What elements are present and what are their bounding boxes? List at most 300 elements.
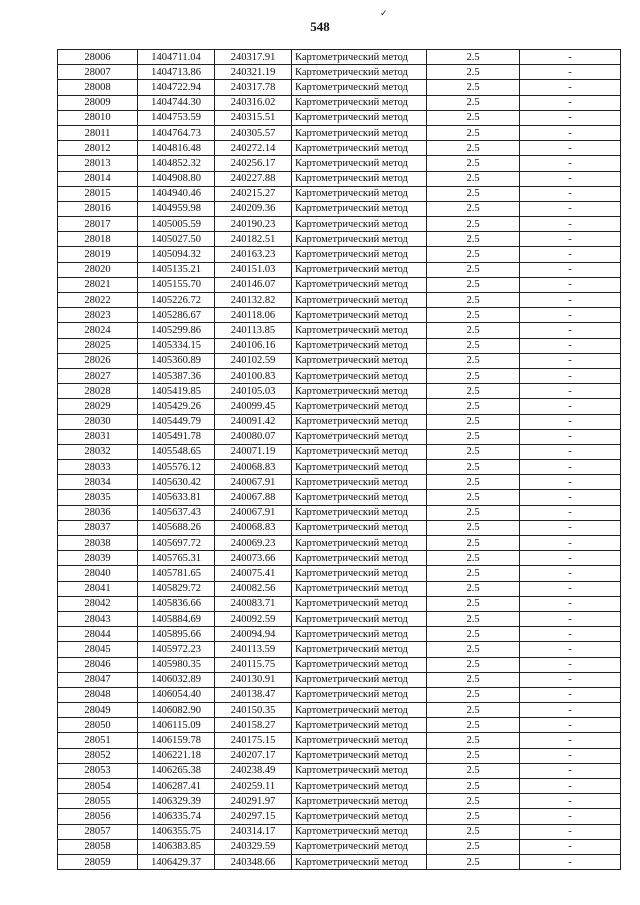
method-cell: Картометрический метод: [292, 399, 427, 414]
method-cell: Картометрический метод: [292, 475, 427, 490]
precision-cell: 2.5: [427, 460, 520, 475]
precision-cell: 2.5: [427, 444, 520, 459]
precision-cell: 2.5: [427, 627, 520, 642]
x-coordinate-cell: 1405688.26: [138, 520, 215, 535]
table-row: [58, 141, 621, 156]
note-cell: -: [520, 232, 621, 247]
table-row: [58, 186, 621, 201]
note-cell: -: [520, 141, 621, 156]
note-cell: -: [520, 460, 621, 475]
table-row: [58, 171, 621, 186]
note-cell: -: [520, 596, 621, 611]
note-cell: -: [520, 809, 621, 824]
precision-cell: 2.5: [427, 247, 520, 262]
table-row: [58, 368, 621, 383]
y-coordinate-cell: 240190.23: [215, 217, 292, 232]
note-cell: -: [520, 156, 621, 171]
note-cell: -: [520, 566, 621, 581]
x-coordinate-cell: 1405286.67: [138, 308, 215, 323]
note-cell: -: [520, 627, 621, 642]
precision-cell: 2.5: [427, 368, 520, 383]
precision-cell: 2.5: [427, 277, 520, 292]
table-row: [58, 399, 621, 414]
method-cell: Картометрический метод: [292, 839, 427, 854]
point-id-cell: 28047: [58, 672, 138, 687]
point-id-cell: 28034: [58, 475, 138, 490]
note-cell: -: [520, 353, 621, 368]
x-coordinate-cell: 1405633.81: [138, 490, 215, 505]
precision-cell: 2.5: [427, 824, 520, 839]
table-row: [58, 217, 621, 232]
x-coordinate-cell: 1405765.31: [138, 551, 215, 566]
y-coordinate-cell: 240305.57: [215, 125, 292, 140]
table-row: [58, 657, 621, 672]
point-id-cell: 28017: [58, 217, 138, 232]
note-cell: -: [520, 308, 621, 323]
precision-cell: 2.5: [427, 490, 520, 505]
y-coordinate-cell: 240317.78: [215, 80, 292, 95]
point-id-cell: 28039: [58, 551, 138, 566]
x-coordinate-cell: 1405637.43: [138, 505, 215, 520]
x-coordinate-cell: 1405429.26: [138, 399, 215, 414]
x-coordinate-cell: 1405387.36: [138, 368, 215, 383]
x-coordinate-cell: 1404753.59: [138, 110, 215, 125]
table-row: [58, 642, 621, 657]
note-cell: -: [520, 794, 621, 809]
method-cell: Картометрический метод: [292, 794, 427, 809]
method-cell: Картометрический метод: [292, 110, 427, 125]
precision-cell: 2.5: [427, 171, 520, 186]
point-id-cell: 28012: [58, 141, 138, 156]
table-row: [58, 779, 621, 794]
method-cell: Картометрический метод: [292, 581, 427, 596]
note-cell: -: [520, 399, 621, 414]
precision-cell: 2.5: [427, 642, 520, 657]
method-cell: Картометрический метод: [292, 490, 427, 505]
note-cell: -: [520, 687, 621, 702]
precision-cell: 2.5: [427, 839, 520, 854]
precision-cell: 2.5: [427, 232, 520, 247]
table-row: [58, 293, 621, 308]
method-cell: Картометрический метод: [292, 186, 427, 201]
x-coordinate-cell: 1405972.23: [138, 642, 215, 657]
point-id-cell: 28009: [58, 95, 138, 110]
method-cell: Картометрический метод: [292, 414, 427, 429]
y-coordinate-cell: 240069.23: [215, 536, 292, 551]
precision-cell: 2.5: [427, 733, 520, 748]
table-row: [58, 444, 621, 459]
point-id-cell: 28024: [58, 323, 138, 338]
x-coordinate-cell: 1404764.73: [138, 125, 215, 140]
method-cell: Картометрический метод: [292, 171, 427, 186]
table-row: [58, 232, 621, 247]
x-coordinate-cell: 1406054.40: [138, 687, 215, 702]
page-number: 548: [310, 19, 330, 34]
precision-cell: 2.5: [427, 414, 520, 429]
precision-cell: 2.5: [427, 611, 520, 626]
y-coordinate-cell: 240297.15: [215, 809, 292, 824]
y-coordinate-cell: 240106.16: [215, 338, 292, 353]
point-id-cell: 28010: [58, 110, 138, 125]
table-row: [58, 156, 621, 171]
point-id-cell: 28049: [58, 703, 138, 718]
table-row: [58, 566, 621, 581]
x-coordinate-cell: 1405449.79: [138, 414, 215, 429]
table-row: [58, 718, 621, 733]
x-coordinate-cell: 1405135.21: [138, 262, 215, 277]
note-cell: -: [520, 384, 621, 399]
x-coordinate-cell: 1404816.48: [138, 141, 215, 156]
precision-cell: 2.5: [427, 50, 520, 65]
table-row: [58, 763, 621, 778]
point-id-cell: 28006: [58, 50, 138, 65]
point-id-cell: 28032: [58, 444, 138, 459]
y-coordinate-cell: 240113.85: [215, 323, 292, 338]
x-coordinate-cell: 1405299.86: [138, 323, 215, 338]
y-coordinate-cell: 240067.88: [215, 490, 292, 505]
y-coordinate-cell: 240150.35: [215, 703, 292, 718]
note-cell: -: [520, 551, 621, 566]
point-id-cell: 28046: [58, 657, 138, 672]
table-row: [58, 475, 621, 490]
x-coordinate-cell: 1406082.90: [138, 703, 215, 718]
point-id-cell: 28059: [58, 854, 138, 869]
precision-cell: 2.5: [427, 703, 520, 718]
point-id-cell: 28057: [58, 824, 138, 839]
precision-cell: 2.5: [427, 566, 520, 581]
table-row: [58, 581, 621, 596]
x-coordinate-cell: 1404959.98: [138, 201, 215, 216]
method-cell: Картометрический метод: [292, 444, 427, 459]
point-id-cell: 28030: [58, 414, 138, 429]
x-coordinate-cell: 1405836.66: [138, 596, 215, 611]
y-coordinate-cell: 240130.91: [215, 672, 292, 687]
table-row: [58, 687, 621, 702]
point-id-cell: 28027: [58, 368, 138, 383]
method-cell: Картометрический метод: [292, 353, 427, 368]
point-id-cell: 28026: [58, 353, 138, 368]
method-cell: Картометрический метод: [292, 779, 427, 794]
note-cell: -: [520, 262, 621, 277]
point-id-cell: 28028: [58, 384, 138, 399]
table-row: [58, 520, 621, 535]
precision-cell: 2.5: [427, 551, 520, 566]
method-cell: Картометрический метод: [292, 505, 427, 520]
table-row: [58, 125, 621, 140]
note-cell: -: [520, 839, 621, 854]
point-id-cell: 28038: [58, 536, 138, 551]
method-cell: Картометрический метод: [292, 277, 427, 292]
table-row: [58, 505, 621, 520]
method-cell: Картометрический метод: [292, 80, 427, 95]
method-cell: Картометрический метод: [292, 247, 427, 262]
table-row: [58, 824, 621, 839]
table-row: [58, 551, 621, 566]
y-coordinate-cell: 240115.75: [215, 657, 292, 672]
precision-cell: 2.5: [427, 262, 520, 277]
precision-cell: 2.5: [427, 520, 520, 535]
x-coordinate-cell: 1406335.74: [138, 809, 215, 824]
precision-cell: 2.5: [427, 308, 520, 323]
method-cell: Картометрический метод: [292, 809, 427, 824]
method-cell: Картометрический метод: [292, 429, 427, 444]
table-row: [58, 794, 621, 809]
note-cell: -: [520, 323, 621, 338]
table-row: [58, 262, 621, 277]
note-cell: -: [520, 520, 621, 535]
precision-cell: 2.5: [427, 95, 520, 110]
point-id-cell: 28029: [58, 399, 138, 414]
precision-cell: 2.5: [427, 854, 520, 869]
y-coordinate-cell: 240082.56: [215, 581, 292, 596]
x-coordinate-cell: 1404940.46: [138, 186, 215, 201]
point-id-cell: 28007: [58, 65, 138, 80]
y-coordinate-cell: 240083.71: [215, 596, 292, 611]
method-cell: Картометрический метод: [292, 642, 427, 657]
note-cell: -: [520, 414, 621, 429]
note-cell: -: [520, 824, 621, 839]
precision-cell: 2.5: [427, 80, 520, 95]
method-cell: Картометрический метод: [292, 65, 427, 80]
point-id-cell: 28025: [58, 338, 138, 353]
point-id-cell: 28015: [58, 186, 138, 201]
method-cell: Картометрический метод: [292, 141, 427, 156]
note-cell: -: [520, 779, 621, 794]
method-cell: Картометрический метод: [292, 596, 427, 611]
x-coordinate-cell: 1405094.32: [138, 247, 215, 262]
x-coordinate-cell: 1406265.38: [138, 763, 215, 778]
y-coordinate-cell: 240102.59: [215, 353, 292, 368]
precision-cell: 2.5: [427, 384, 520, 399]
method-cell: Картометрический метод: [292, 672, 427, 687]
precision-cell: 2.5: [427, 596, 520, 611]
table-row: [58, 247, 621, 262]
y-coordinate-cell: 240259.11: [215, 779, 292, 794]
table-row: [58, 277, 621, 292]
precision-cell: 2.5: [427, 399, 520, 414]
x-coordinate-cell: 1405334.15: [138, 338, 215, 353]
x-coordinate-cell: 1405005.59: [138, 217, 215, 232]
y-coordinate-cell: 240105.03: [215, 384, 292, 399]
table-row: [58, 338, 621, 353]
point-id-cell: 28013: [58, 156, 138, 171]
point-id-cell: 28055: [58, 794, 138, 809]
point-id-cell: 28058: [58, 839, 138, 854]
x-coordinate-cell: 1405829.72: [138, 581, 215, 596]
point-id-cell: 28050: [58, 718, 138, 733]
note-cell: -: [520, 80, 621, 95]
method-cell: Картометрический метод: [292, 763, 427, 778]
note-cell: -: [520, 293, 621, 308]
x-coordinate-cell: 1404852.32: [138, 156, 215, 171]
method-cell: Картометрический метод: [292, 384, 427, 399]
y-coordinate-cell: 240099.45: [215, 399, 292, 414]
table-row: [58, 65, 621, 80]
method-cell: Картометрический метод: [292, 368, 427, 383]
table-row: [58, 323, 621, 338]
note-cell: -: [520, 703, 621, 718]
y-coordinate-cell: 240067.91: [215, 475, 292, 490]
x-coordinate-cell: 1405027.50: [138, 232, 215, 247]
precision-cell: 2.5: [427, 794, 520, 809]
method-cell: Картометрический метод: [292, 217, 427, 232]
method-cell: Картометрический метод: [292, 748, 427, 763]
note-cell: -: [520, 65, 621, 80]
note-cell: -: [520, 444, 621, 459]
point-id-cell: 28053: [58, 763, 138, 778]
note-cell: -: [520, 854, 621, 869]
precision-cell: 2.5: [427, 581, 520, 596]
note-cell: -: [520, 475, 621, 490]
y-coordinate-cell: 240321.19: [215, 65, 292, 80]
y-coordinate-cell: 240132.82: [215, 293, 292, 308]
y-coordinate-cell: 240071.19: [215, 444, 292, 459]
precision-cell: 2.5: [427, 125, 520, 140]
table-body: [58, 50, 621, 870]
note-cell: -: [520, 733, 621, 748]
point-id-cell: 28031: [58, 429, 138, 444]
method-cell: Картометрический метод: [292, 703, 427, 718]
precision-cell: 2.5: [427, 110, 520, 125]
precision-cell: 2.5: [427, 65, 520, 80]
precision-cell: 2.5: [427, 293, 520, 308]
table-row: [58, 80, 621, 95]
coordinates-table: [57, 49, 621, 870]
y-coordinate-cell: 240215.27: [215, 186, 292, 201]
y-coordinate-cell: 240158.27: [215, 718, 292, 733]
note-cell: -: [520, 125, 621, 140]
y-coordinate-cell: 240317.91: [215, 50, 292, 65]
method-cell: Картометрический метод: [292, 50, 427, 65]
precision-cell: 2.5: [427, 475, 520, 490]
x-coordinate-cell: 1405155.70: [138, 277, 215, 292]
method-cell: Картометрический метод: [292, 611, 427, 626]
point-id-cell: 28021: [58, 277, 138, 292]
point-id-cell: 28041: [58, 581, 138, 596]
precision-cell: 2.5: [427, 672, 520, 687]
precision-cell: 2.5: [427, 353, 520, 368]
note-cell: -: [520, 657, 621, 672]
table-row: [58, 809, 621, 824]
y-coordinate-cell: 240207.17: [215, 748, 292, 763]
precision-cell: 2.5: [427, 809, 520, 824]
precision-cell: 2.5: [427, 505, 520, 520]
x-coordinate-cell: 1404713.86: [138, 65, 215, 80]
y-coordinate-cell: 240138.47: [215, 687, 292, 702]
table-row: [58, 733, 621, 748]
method-cell: Картометрический метод: [292, 201, 427, 216]
method-cell: Картометрический метод: [292, 536, 427, 551]
point-id-cell: 28023: [58, 308, 138, 323]
y-coordinate-cell: 240075.41: [215, 566, 292, 581]
method-cell: Картометрический метод: [292, 232, 427, 247]
y-coordinate-cell: 240146.07: [215, 277, 292, 292]
y-coordinate-cell: 240182.51: [215, 232, 292, 247]
table-row: [58, 353, 621, 368]
y-coordinate-cell: 240238.49: [215, 763, 292, 778]
method-cell: Картометрический метод: [292, 854, 427, 869]
y-coordinate-cell: 240100.83: [215, 368, 292, 383]
x-coordinate-cell: 1404722.94: [138, 80, 215, 95]
x-coordinate-cell: 1405360.89: [138, 353, 215, 368]
table-row: [58, 611, 621, 626]
table-row: [58, 596, 621, 611]
point-id-cell: 28020: [58, 262, 138, 277]
y-coordinate-cell: 240209.36: [215, 201, 292, 216]
precision-cell: 2.5: [427, 718, 520, 733]
y-coordinate-cell: 240256.17: [215, 156, 292, 171]
x-coordinate-cell: 1406032.89: [138, 672, 215, 687]
y-coordinate-cell: 240291.97: [215, 794, 292, 809]
method-cell: Картометрический метод: [292, 95, 427, 110]
table-row: [58, 50, 621, 65]
method-cell: Картометрический метод: [292, 308, 427, 323]
note-cell: -: [520, 110, 621, 125]
precision-cell: 2.5: [427, 763, 520, 778]
note-cell: -: [520, 217, 621, 232]
x-coordinate-cell: 1405548.65: [138, 444, 215, 459]
method-cell: Картометрический метод: [292, 657, 427, 672]
method-cell: Картометрический метод: [292, 156, 427, 171]
point-id-cell: 28056: [58, 809, 138, 824]
y-coordinate-cell: 240151.03: [215, 262, 292, 277]
y-coordinate-cell: 240315.51: [215, 110, 292, 125]
point-id-cell: 28052: [58, 748, 138, 763]
x-coordinate-cell: 1405419.85: [138, 384, 215, 399]
y-coordinate-cell: 240073.66: [215, 551, 292, 566]
y-coordinate-cell: 240348.66: [215, 854, 292, 869]
point-id-cell: 28042: [58, 596, 138, 611]
note-cell: -: [520, 505, 621, 520]
point-id-cell: 28054: [58, 779, 138, 794]
precision-cell: 2.5: [427, 779, 520, 794]
note-cell: -: [520, 718, 621, 733]
y-coordinate-cell: 240080.07: [215, 429, 292, 444]
y-coordinate-cell: 240068.83: [215, 460, 292, 475]
point-id-cell: 28051: [58, 733, 138, 748]
method-cell: Картометрический метод: [292, 460, 427, 475]
y-coordinate-cell: 240272.14: [215, 141, 292, 156]
precision-cell: 2.5: [427, 323, 520, 338]
point-id-cell: 28022: [58, 293, 138, 308]
x-coordinate-cell: 1405697.72: [138, 536, 215, 551]
table-row: [58, 95, 621, 110]
point-id-cell: 28040: [58, 566, 138, 581]
precision-cell: 2.5: [427, 217, 520, 232]
method-cell: Картометрический метод: [292, 718, 427, 733]
point-id-cell: 28045: [58, 642, 138, 657]
note-cell: -: [520, 581, 621, 596]
method-cell: Картометрический метод: [292, 824, 427, 839]
point-id-cell: 28016: [58, 201, 138, 216]
point-id-cell: 28037: [58, 520, 138, 535]
method-cell: Картометрический метод: [292, 566, 427, 581]
x-coordinate-cell: 1405895.66: [138, 627, 215, 642]
table-row: [58, 429, 621, 444]
table-row: [58, 536, 621, 551]
precision-cell: 2.5: [427, 156, 520, 171]
note-cell: -: [520, 368, 621, 383]
table-row: [58, 627, 621, 642]
method-cell: Картометрический метод: [292, 733, 427, 748]
method-cell: Картометрический метод: [292, 262, 427, 277]
x-coordinate-cell: 1406355.75: [138, 824, 215, 839]
y-coordinate-cell: 240067.91: [215, 505, 292, 520]
table-row: [58, 384, 621, 399]
table-row: [58, 854, 621, 869]
point-id-cell: 28044: [58, 627, 138, 642]
x-coordinate-cell: 1405630.42: [138, 475, 215, 490]
